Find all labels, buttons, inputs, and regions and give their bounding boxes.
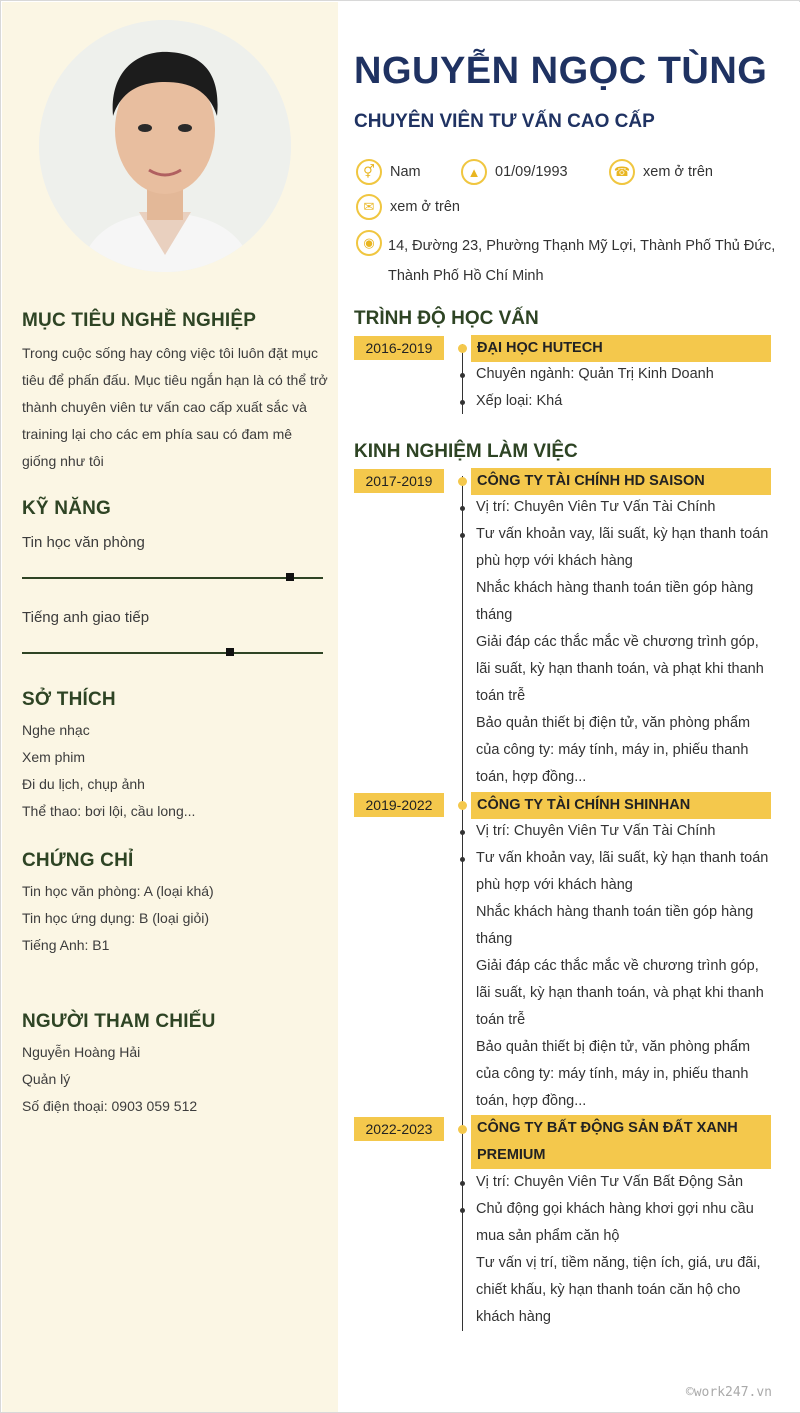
skill-bar [22,577,323,579]
reference-item: Quản lý [22,1071,71,1087]
objective-line: Trong cuộc sống hay công việc tôi luôn đặt mục [22,345,318,361]
job-detail: của công ty: máy tính, máy in, phiếu thanh [476,742,749,758]
sidebar [2,2,338,1412]
job-detail: khách hàng [476,1309,551,1325]
phone-icon: ☎ [609,159,635,185]
job-detail: phù hợp với khách hàng [476,877,633,893]
certificate-item: Tin học văn phòng: A (loại khá) [22,883,214,899]
mail-icon: ✉ [356,194,382,220]
timeline-dot [458,477,467,486]
skill-level-marker [286,573,294,581]
skills-heading: KỸ NĂNG [22,498,112,519]
bullet [460,400,465,405]
hobby-item: Xem phim [22,749,86,765]
job-detail: lãi suất, kỳ hạn thanh toán, và phạt khi thanh [476,661,764,677]
timeline-dot [458,344,467,353]
job-year: 2019-2022 [354,793,444,817]
job-detail: tháng [476,607,513,623]
objective-line: tiêu để phấn đấu. Mục tiêu ngắn hạn là có thể trở [22,372,328,388]
bullet [460,1181,465,1186]
watermark: ©work247.vn [685,1385,772,1400]
email-value: xem ở trên [390,199,460,215]
job-detail: phù hợp với khách hàng [476,553,633,569]
job-detail: Tư vấn khoản vay, lãi suất, kỳ hạn thanh toán [476,850,769,866]
job-detail: chiết khấu, kỳ hạn thanh toán căn hộ cho [476,1282,741,1298]
cake-icon: ▲ [461,159,487,185]
avatar [39,20,291,272]
job-detail: lãi suất, kỳ hạn thanh toán, và phạt khi thanh [476,985,764,1001]
address-line: Thành Phố Hồ Chí Minh [388,268,544,284]
job-detail: Nhắc khách hàng thanh toán tiền góp hàng [476,580,754,596]
skill-label: Tiếng anh giao tiếp [22,609,150,626]
address-line: 14, Đường 23, Phường Thạnh Mỹ Lợi, Thành Phố Thủ Đức, [388,238,776,254]
objective-line: giống như tôi [22,453,104,469]
phone-value: xem ở trên [643,164,713,180]
bullet [460,506,465,511]
hobbies-heading: SỞ THÍCH [22,689,116,710]
certificates-heading: CHỨNG CHỈ [22,850,134,871]
education-year: 2016-2019 [354,336,444,360]
job-company-line: PREMIUM [477,1147,546,1163]
full-name: NGUYỄN NGỌC TÙNG [354,50,768,92]
job-detail: tháng [476,931,513,947]
timeline-line [462,476,463,1331]
birthday-value: 01/09/1993 [495,164,568,180]
birthday-info [461,159,568,185]
hobby-item: Nghe nhạc [22,722,90,738]
job-company [471,1115,771,1169]
reference-item: Số điện thoại: 0903 059 512 [22,1098,198,1114]
job-company: CÔNG TY TÀI CHÍNH SHINHAN [471,792,771,819]
objective-section [22,310,328,475]
address-info [356,230,390,256]
job-detail: mua sản phẩm căn hộ [476,1228,620,1244]
timeline-dot [458,1125,467,1134]
phone-info [609,159,713,185]
email-info [356,194,460,220]
job-detail: Bảo quản thiết bị điện tử, văn phòng phẩm [476,715,751,731]
main-content [338,2,800,1412]
job-detail: Vị trí: Chuyên Viên Tư Vấn Bất Động Sản [476,1174,744,1190]
gender-info [356,159,421,185]
hobbies-section [22,689,328,825]
job-detail: Giải đáp các thắc mắc về chương trình góp, [476,958,759,974]
timeline-dot [458,801,467,810]
objective-line: training lại cho các em phía sau có đam mê [22,426,293,442]
certificates-section [22,850,328,959]
objective-heading: MỤC TIÊU NGHỀ NGHIỆP [22,310,257,331]
address-text [388,231,788,291]
education-school: ĐẠI HỌC HUTECH [471,335,771,362]
job-detail: Chủ động gọi khách hàng khơi gợi nhu cầu [476,1201,754,1217]
education-heading: TRÌNH ĐỘ HỌC VẤN [354,308,539,329]
job-detail: của công ty: máy tính, máy in, phiếu thanh [476,1066,749,1082]
bullet [460,373,465,378]
bullet [460,533,465,538]
avatar-photo [39,20,291,272]
certificate-item: Tiếng Anh: B1 [22,937,110,953]
job-detail: Tư vấn vị trí, tiềm năng, tiện ích, giá, ưu đãi, [476,1255,761,1271]
job-title: CHUYÊN VIÊN TƯ VẤN CAO CẤP [354,111,655,132]
job-company: CÔNG TY TÀI CHÍNH HD SAISON [471,468,771,495]
education-major: Chuyên ngành: Quản Trị Kinh Doanh [476,366,714,382]
bullet [460,830,465,835]
job-detail: toán, hợp đồng... [476,769,587,785]
hobby-item: Thể thao: bơi lội, cầu long... [22,803,196,819]
references-section [22,1011,328,1120]
education-grade: Xếp loại: Khá [476,393,563,409]
hobby-item: Đi du lịch, chụp ảnh [22,776,145,792]
job-year: 2022-2023 [354,1117,444,1141]
job-detail: toán, hợp đồng... [476,1093,587,1109]
reference-item: Nguyễn Hoàng Hải [22,1044,141,1060]
skill-bar [22,652,323,654]
job-detail: Vị trí: Chuyên Viên Tư Vấn Tài Chính [476,823,716,839]
bullet [460,1208,465,1213]
job-detail: Vị trí: Chuyên Viên Tư Vấn Tài Chính [476,499,716,515]
skill-level-marker [226,648,234,656]
job-detail: toán trễ [476,1012,526,1028]
certificate-item: Tin học ứng dụng: B (loại giỏi) [22,910,210,926]
references-heading: NGƯỜI THAM CHIẾU [22,1011,216,1032]
job-year: 2017-2019 [354,469,444,493]
job-detail: Giải đáp các thắc mắc về chương trình góp, [476,634,759,650]
skill-label: Tin học văn phòng [22,534,145,551]
objective-line: thành chuyên viên tư vấn cao cấp xuất sắc và [22,399,307,415]
bullet [460,857,465,862]
job-detail: Nhắc khách hàng thanh toán tiền góp hàng [476,904,754,920]
job-company-line: CÔNG TY BẤT ĐỘNG SẢN ĐẤT XANH [477,1120,738,1136]
job-detail: Tư vấn khoản vay, lãi suất, kỳ hạn thanh toán [476,526,769,542]
gender-icon: ⚥ [356,159,382,185]
experience-heading: KINH NGHIỆM LÀM VIỆC [354,441,578,462]
job-detail: Bảo quản thiết bị điện tử, văn phòng phẩm [476,1039,751,1055]
skills-section [22,498,328,654]
map-pin-icon: ◉ [356,230,382,256]
job-detail: toán trễ [476,688,526,704]
gender-value: Nam [390,164,421,180]
